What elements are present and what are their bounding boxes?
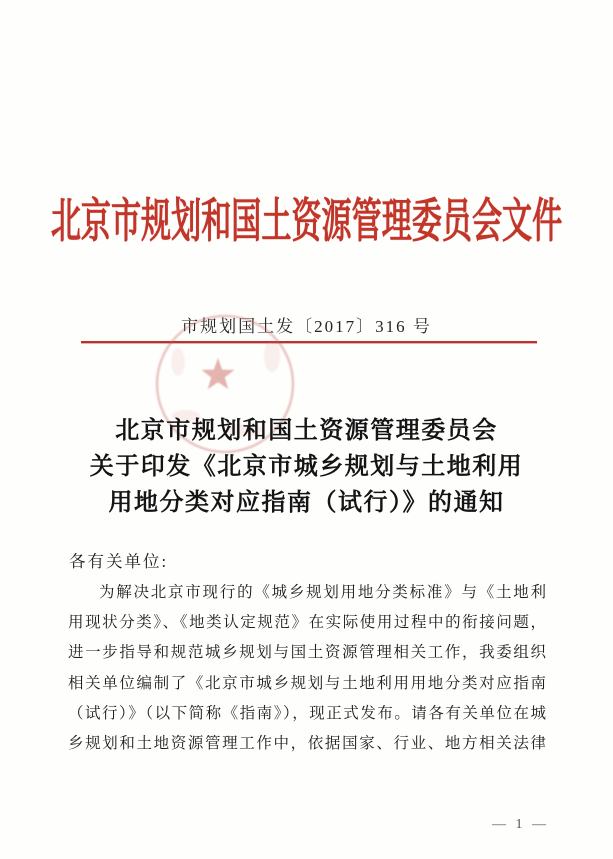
notice-title-line-3: 用地分类对应指南（试行）》的通知 (108, 490, 505, 516)
star-icon (202, 358, 235, 389)
notice-title-line-1: 北京市规划和国土资源管理委员会 (115, 418, 498, 444)
notice-title-line-2: 关于印发《北京市城乡规划与土地利用 (89, 454, 524, 480)
page-number: — 1 — (492, 817, 549, 832)
body-paragraph (68, 578, 546, 759)
letterhead (0, 194, 613, 250)
body-line-3: 进一步指导和规范城乡规划与国土资源管理相关工作，我委组织 (68, 644, 546, 662)
body-line-6: 乡规划和土地资源管理工作中，依据国家、行业、地方相关法律 (68, 734, 546, 752)
salutation: 各有关单位: (69, 552, 169, 571)
body-line-5: （试行）》（以下简称《指南》），现正式发布。请各有关单位在城 (68, 704, 546, 722)
notice-title (0, 413, 613, 521)
body-line-1: 为解决北京市现行的《城乡规划用地分类标准》与《土地利 (99, 584, 546, 601)
document-number: 市规划国土发〔2017〕316 号 (181, 317, 432, 336)
letterhead-title: 北京市规划和国土资源管理委员会文件 (50, 196, 563, 248)
body-line-4: 相关单位编制了《北京市城乡规划与土地利用用地分类对应指南 (68, 674, 546, 692)
body-line-2: 用现状分类》、《地类认定规范》在实际使用过程中的衔接问题， (68, 614, 546, 632)
